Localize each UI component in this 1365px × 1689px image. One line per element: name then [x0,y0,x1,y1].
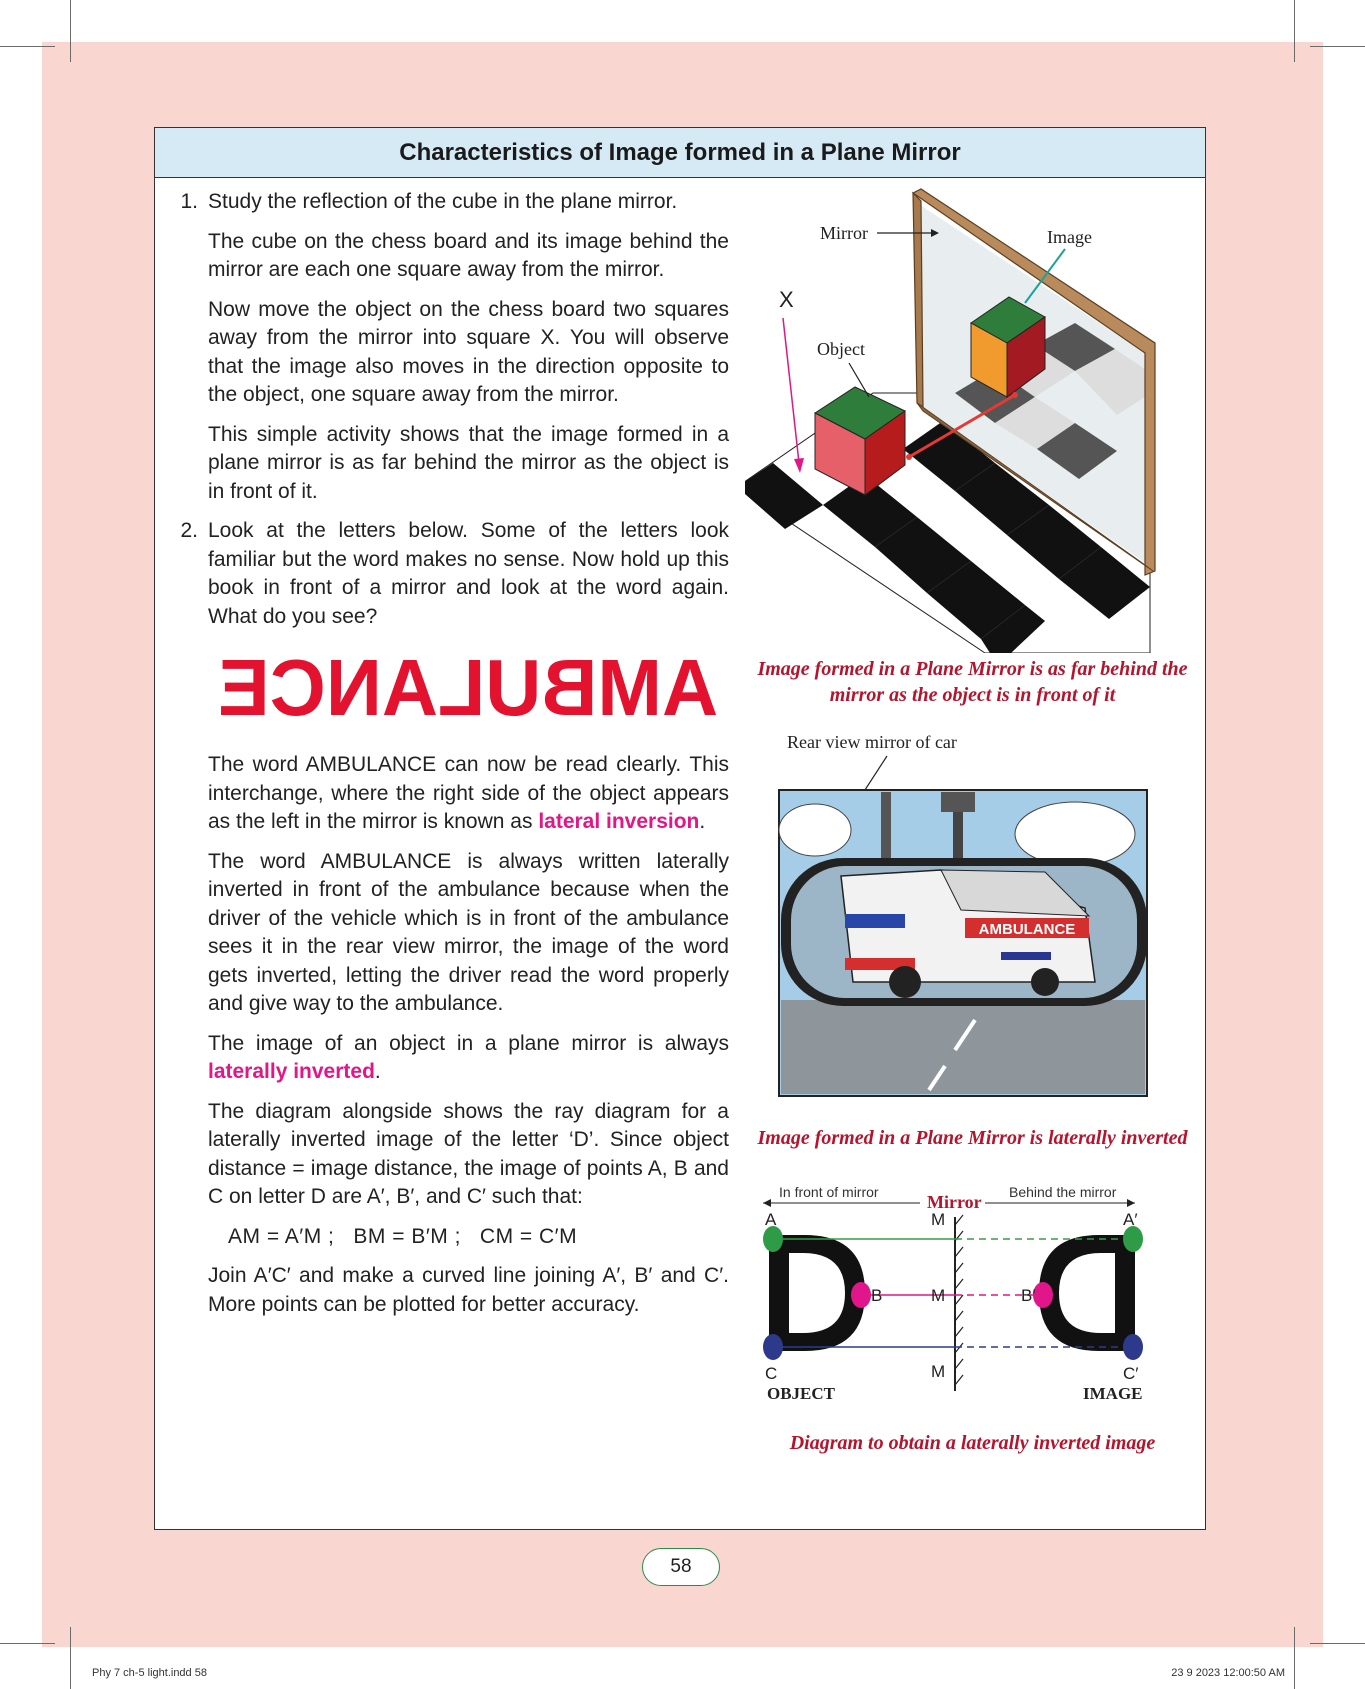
mirrored-word-text: AMBULANCE [218,645,718,725]
label-behind: Behind the mirror [1009,1184,1117,1200]
paragraph: The diagram alongside shows the ray diagram for a laterally inverted image of the letter ‘D’. Since object distance = image distance, the image of points A, B and C on letter D are A′, B′, and C′ such that: [208,1099,729,1208]
figure-caption: Diagram to obtain a laterally inverted image [789,1432,1156,1454]
label-c: C [765,1364,778,1383]
label-mirror: Mirror [927,1192,982,1212]
label-a-prime: A′ [1123,1210,1138,1229]
content-box [154,127,1206,1530]
label-c-prime: C′ [1123,1364,1139,1383]
ambulance-label: AMBULANCE [978,921,1076,938]
label-object: OBJECT [767,1384,836,1403]
highlight-term: lateral inversion [538,810,700,833]
list-item [161,188,729,517]
crop-mark [0,1643,55,1644]
paragraph: Look at the letters below. Some of the letters look familiar but the word makes no sense. Now hold up this book in front of a mirror and look at the word again. What do you see? [208,519,729,628]
paragraph: The word AMBULANCE is always written laterally inverted in front of the ambulance because when the driver of the vehicle which is in front of the ambulance sees it in the rear view mirror, the image of the word gets inverted, letting the driver read the word properly and give way to the ambulance. [208,849,729,1015]
crop-mark [1294,0,1295,62]
label-object: Object [817,339,865,359]
label-in-front: In front of mirror [779,1184,879,1200]
slug-right: 23 9 2023 12:00:50 AM [1171,1667,1285,1679]
crop-mark [1310,46,1365,47]
label-mirror: Mirror [820,223,868,243]
label-a: A [765,1210,777,1229]
left-column [161,188,729,1319]
label-image: Image [1047,227,1092,247]
highlight-term: laterally inverted [208,1060,375,1083]
crop-mark [70,0,71,62]
crop-mark [0,46,55,47]
paragraph: This simple activity shows that the image formed in a plane mirror is as far behind the mirror as the object is in front of it. [208,422,729,503]
list-item [161,517,729,1319]
section-title: Characteristics of Image formed in a Plane Mirror [155,128,1205,178]
paragraph-laterally-inverted: The image of an object in a plane mirror is always laterally inverted. [208,1031,729,1083]
label-m: M [931,1286,946,1305]
right-column [745,183,1200,1456]
paragraph: Join A′C′ and make a curved line joining A′, B′ and C′. More points can be plotted for better accuracy. [208,1264,729,1316]
crop-mark [70,1627,71,1689]
rear-view-mirror-figure [745,730,1200,1120]
paragraph-lateral-inversion: The word AMBULANCE can now be read clearly. This interchange, where the right side of the object appears as the left in the mirror is known as lateral inversion. [208,753,729,833]
label-m: M [931,1362,946,1381]
mirrored-ambulance-word [208,645,729,725]
chessboard-mirror-figure [745,183,1200,653]
label-x: X [779,287,794,312]
page-number: 58 [642,1548,720,1586]
label-m: M [931,1210,946,1229]
item-number: 1. [180,190,198,213]
figure-caption: Image formed in a Plane Mirror is as far behind the mirror as the object is in front of it [757,658,1188,706]
slug-left: Phy 7 ch-5 light.indd 58 [92,1667,207,1679]
crop-mark [1310,1643,1365,1644]
label-b-prime: B′ [1021,1286,1036,1305]
paragraph: Now move the object on the chess board two squares away from the mirror into square X. You will observe that the image also moves in the direction opposite to the object, one square away from the mirror. [208,297,729,406]
label-b: B [871,1286,883,1305]
paragraph: The cube on the chess board and its image behind the mirror are each one square away from the mirror. [208,229,729,281]
equation: AM = A′M ; BM = B′M ; CM = C′M [228,1224,578,1248]
label-rear-view-mirror: Rear view mirror of car [787,732,957,752]
paragraph: Study the reflection of the cube in the plane mirror. [208,190,678,213]
lateral-inversion-ray-diagram [745,1181,1200,1421]
figure-caption: Image formed in a Plane Mirror is laterally inverted [757,1127,1188,1149]
item-number: 2. [180,519,198,542]
crop-mark [1294,1627,1295,1689]
label-image: IMAGE [1083,1384,1143,1403]
